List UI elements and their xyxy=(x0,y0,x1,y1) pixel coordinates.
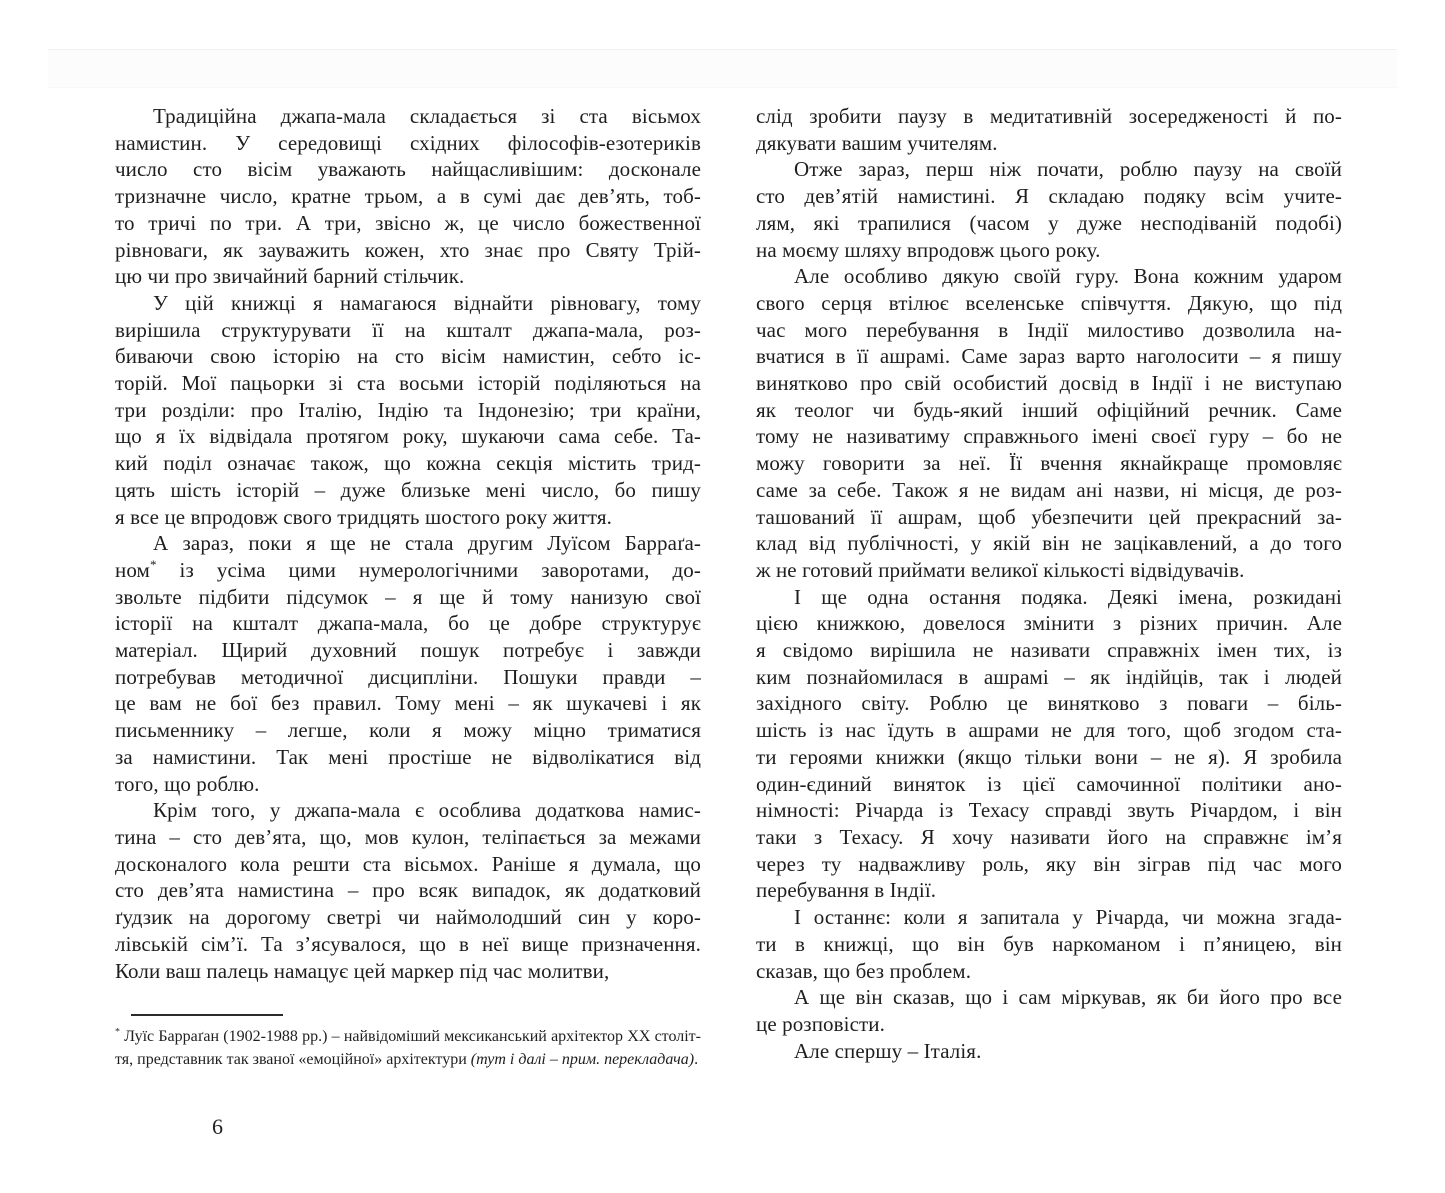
text-line: я все це впродовж свого тридцять шостого року життя. xyxy=(115,504,612,529)
text-line: потребував методичної дисципліни. Пошуки правди – xyxy=(115,664,701,689)
paragraph xyxy=(115,103,701,290)
text-line: досконалого кола решти ста вісьмох. Раніше я думала, що xyxy=(115,851,701,876)
text-line: сто дев’ятій намистині. Я складаю подяку всім учите- xyxy=(756,184,1342,209)
text-line: свого серця втілює вселенське співчуття. Дякую, що під xyxy=(756,290,1342,315)
text-line: слід зробити паузу в медитативній зосередженості й по- xyxy=(756,104,1342,128)
text-line: А зараз, поки я ще не стала другим Луїсом Барраґа- xyxy=(153,531,701,556)
paragraph xyxy=(756,1038,1342,1065)
text-line: винятково про свій особистий досвід в Індії і не виступаю xyxy=(756,371,1342,396)
paragraph xyxy=(756,984,1342,1037)
right-page-column xyxy=(756,103,1342,1064)
text-line: цять шість історій – дуже близьке мені число, бо пишу xyxy=(115,477,701,502)
text-line: цією книжкою, довелося змінити з різних причин. Але xyxy=(756,611,1342,636)
text-line: ном* із усіма цими нумерологічними заворотами, до- xyxy=(115,556,701,582)
text-line: А ще він сказав, що і сам міркував, як би його про все xyxy=(794,985,1342,1010)
text-line: Але особливо дякую своїй гуру. Вона кожним ударом xyxy=(794,264,1342,289)
text-line: вирішила структурувати її на кшталт джапа-мала, роз- xyxy=(115,317,701,342)
text-line: це вам не бої без правил. Тому мені – як шукачеві і як xyxy=(115,691,701,716)
text-line: шість із нас їдуть в ашрами не для того, щоб згодом ста- xyxy=(756,718,1342,743)
text-line: Отже зараз, перш ніж почати, роблю паузу на своїй xyxy=(794,157,1342,182)
paragraph xyxy=(756,904,1342,984)
text-line: таки з Техасу. Я хочу називати його на справжнє ім’я xyxy=(756,824,1342,849)
text-line: через ту надважливу роль, яку він зіграв під час мого xyxy=(756,851,1342,876)
text-line: тризначне число, кратне трьом, а в сумі дає дев’ять, тоб- xyxy=(115,184,701,209)
text-line: ти героями книжки (якщо тільки вони – не я). Я зробила xyxy=(756,744,1342,769)
text-line: письменнику – легше, коли я можу міцно триматися xyxy=(115,718,701,743)
text-line: Крім того, у джапа-мала є особлива додаткова намис- xyxy=(153,798,701,823)
footnote-line xyxy=(115,1026,701,1049)
left-page-column xyxy=(115,103,701,984)
text-line: лям, які трапилися (часом у дуже несподіваній подобі) xyxy=(756,210,1342,235)
text-line: тина – сто дев’ята, що, мов кулон, теліпається за межами xyxy=(115,824,701,849)
footnote-segment: * Луїс Барраґан (1902-1988 рр.) – найвідоміший мексиканський архітектор XX століт- xyxy=(115,1026,701,1045)
text-line: дякувати вашим учителям. xyxy=(756,130,998,155)
text-line: того, що роблю. xyxy=(115,771,260,796)
text-line: що я їх відвідала протягом року, шукаючи сама себе. Та- xyxy=(115,424,701,449)
footnote-segment: тя, представник так званої «емоційної» архітектури xyxy=(115,1050,471,1068)
text-line: історії на кшталт джапа-мала, бо це добре структурує xyxy=(115,611,701,636)
text-line: можу говорити за неї. Її вчення якнайкраще промовляє xyxy=(756,451,1342,476)
text-line: ж не готовий приймати великої кількості відвідувачів. xyxy=(756,557,1245,582)
text-line: биваючи свою історію на сто вісім намистин, себто іс- xyxy=(115,344,701,369)
text-line: У цій книжці я намагаюся віднайти рівновагу, тому xyxy=(153,290,701,315)
text-line: сто дев’ята намистина – про всяк випадок, як додатковий xyxy=(115,878,701,903)
text-line: клад від публічності, у якій він не зацікавлений, а до того xyxy=(756,531,1342,556)
text-line: як теолог чи будь-який інший офіційний речник. Саме xyxy=(756,397,1342,422)
footnote-separator xyxy=(131,1014,283,1016)
text-line: я свідомо вирішила не називати справжніх імен тих, із xyxy=(756,638,1342,663)
text-line: Але спершу – Італія. xyxy=(794,1038,982,1063)
paragraph xyxy=(115,290,701,530)
text-line: перебування в Індії. xyxy=(756,878,937,903)
text-line: торій. Мої пацьорки зі ста восьми історій поділяються на xyxy=(115,371,701,396)
footnote-italic-segment: (тут і далі – прим. перекладача) xyxy=(470,1050,695,1068)
footnote xyxy=(115,1014,701,1071)
text-line: ким познайомилася в ашрамі – як індійців, так і людей xyxy=(756,664,1342,689)
text-line: німності: Річарда із Техасу справді звуть Річардом, і він xyxy=(756,798,1342,823)
text-line: вчатися в її ашрамі. Саме зараз варто наголосити – я пишу xyxy=(756,344,1342,369)
text-line: це розповісти. xyxy=(756,1011,885,1036)
text-line: на моєму шляху впродовж цього року. xyxy=(756,237,1101,262)
paragraph xyxy=(756,103,1342,156)
text-line: ташований її ашрам, щоб убезпечити цей прекрасний за- xyxy=(756,504,1342,529)
text-line: матеріал. Щирий духовний пошук потребує і завжди xyxy=(115,638,701,663)
text-line: цю чи про звичайний барний стільчик. xyxy=(115,264,465,289)
text-line: звольте підбити підсумок – я ще й тому нанизую свої xyxy=(115,584,701,609)
text-line: ти в книжці, що він був наркоманом і п’яницею, він xyxy=(756,931,1342,956)
text-line: один-єдиний виняток із цієї самочинної політики ано- xyxy=(756,771,1342,796)
text-line: Коли ваш палець намацує цей маркер під час молитви, xyxy=(115,958,610,983)
text-line: рівноваги, як зауважить кожен, хто знає про Святу Трій- xyxy=(115,237,701,262)
paragraph xyxy=(115,530,701,797)
footnote-text xyxy=(115,1026,701,1071)
text-line: то тричі по три. А три, звісно ж, це число божественної xyxy=(115,210,701,235)
text-line: за намистини. Так мені простіше не відволікатися від xyxy=(115,744,701,769)
text-line: кий поділ означає також, що кожна секція містить трид- xyxy=(115,451,701,476)
text-line: західного світу. Роблю це винятково з поваги – біль- xyxy=(756,691,1342,716)
page-number: 6 xyxy=(212,1114,223,1139)
footnote-segment: . xyxy=(694,1050,699,1068)
text-line: тому не називатиму справжнього імені своєї гуру – бо не xyxy=(756,424,1342,449)
paragraph xyxy=(756,263,1342,583)
paragraph xyxy=(756,156,1342,263)
text-line: намистин. У середовищі східних філософів-езотериків xyxy=(115,130,701,155)
text-line: лівській сім’ї. Та з’ясувалося, що в неї вище призначення. xyxy=(115,931,701,956)
text-line: І останнє: коли я запитала у Річарда, чи можна згада- xyxy=(794,905,1342,930)
text-line: саме за себе. Також я не видам ані назви, ні місця, де роз- xyxy=(756,477,1342,502)
text-line: три розділи: про Італію, Індію та Індонезію; три країни, xyxy=(115,397,701,422)
scan-edge-shadow xyxy=(48,49,1397,88)
paragraph xyxy=(756,584,1342,904)
text-line: І ще одна остання подяка. Деякі імена, розкидані xyxy=(794,584,1342,609)
text-line: ґудзик на дорогому светрі чи наймолодший син у коро- xyxy=(115,905,701,930)
text-line: час мого перебування в Індії милостиво дозволила на- xyxy=(756,317,1342,342)
text-line: сказав, що без проблем. xyxy=(756,958,972,983)
footnote-line xyxy=(115,1049,701,1072)
paragraph xyxy=(115,797,701,984)
text-line: Традиційна джапа-мала складається зі ста вісьмох xyxy=(153,104,701,128)
text-line: число сто вісім уважають найщасливішим: досконале xyxy=(115,157,701,182)
